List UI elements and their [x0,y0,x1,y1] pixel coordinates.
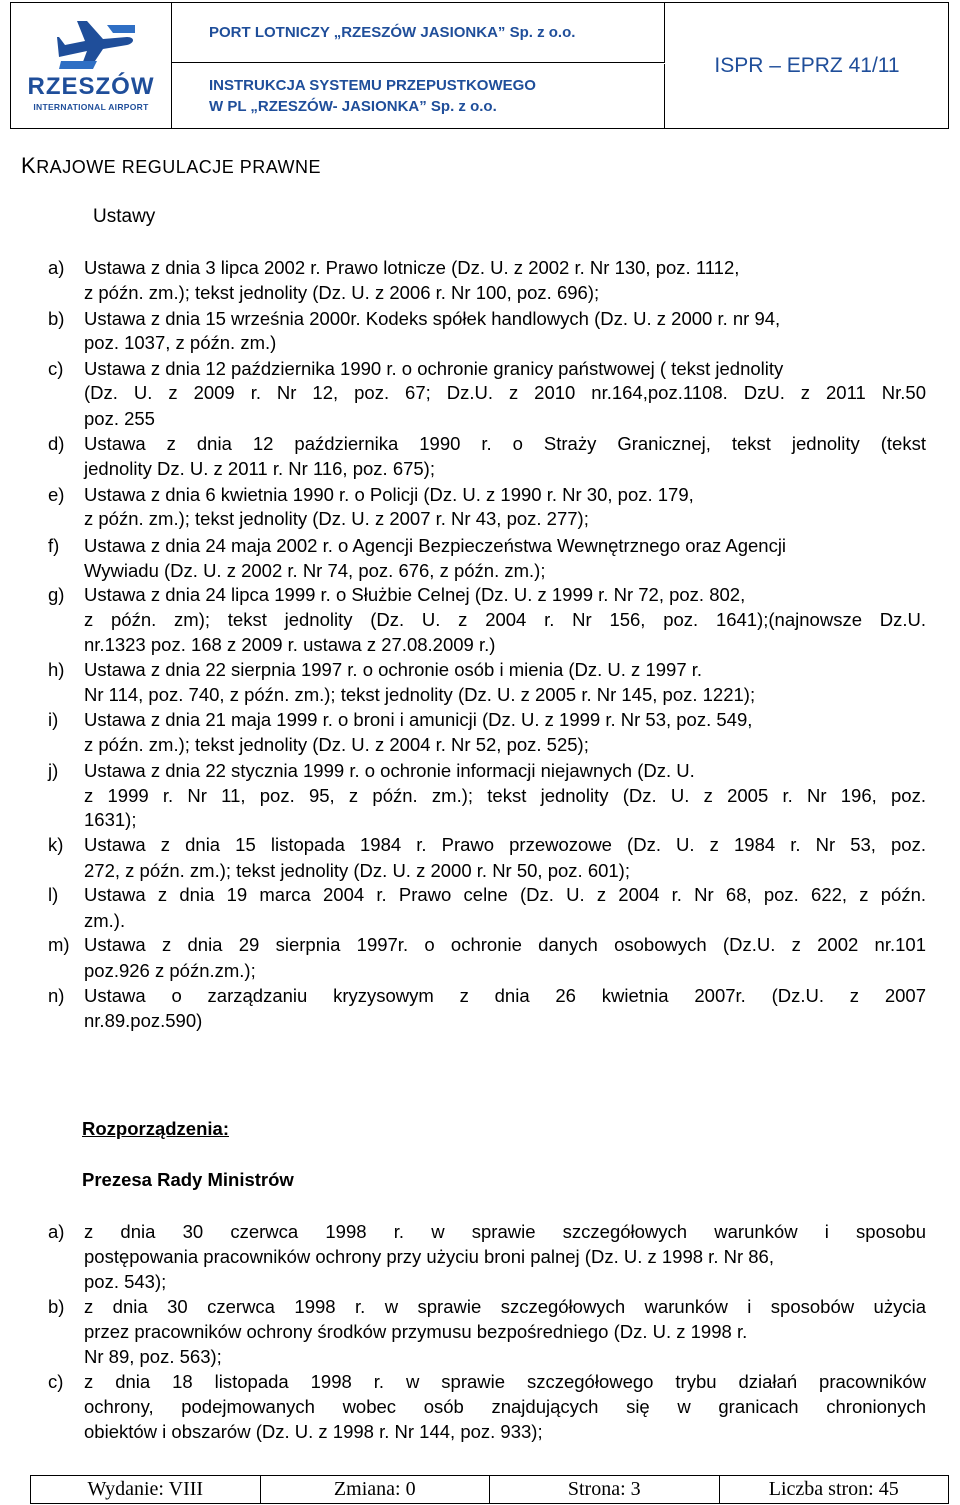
list-item-line: poz. 543); [84,1271,167,1292]
list-item-line: z dnia 18 listopada 1998 r. w sprawie szczegółowego trybu działań pracowników [84,1371,926,1392]
list-item-line: przez pracowników ochrony środków przymusu bezpośredniego (Dz. U. z 1998 r. [84,1321,748,1342]
list-item-line: ochrony, podejmowanych wobec osób znajdujących się w granicach chronionych [84,1396,926,1417]
list-marker: b) [48,308,65,329]
list-item-line: Nr 89, poz. 563); [84,1346,222,1367]
footer-page-count: Liczba stron: 45 [768,1478,899,1500]
list-item-line: nr.1323 poz. 168 z 2009 r. ustawa z 27.08.2009 r.) [84,634,496,655]
list-item-line: postępowania pracowników ochrony przy użyciu broni palnej (Dz. U. z 1998 r. Nr 86, [84,1246,774,1267]
list-item-line: Ustawa z dnia 22 sierpnia 1997 r. o ochronie osób i mienia (Dz. U. z 1997 r. [84,659,703,680]
logo-subtitle: INTERNATIONAL AIRPORT [33,102,149,112]
section-title [21,153,321,179]
list-item-line: Ustawa z dnia 15 września 2000r. Kodeks spółek handlowych (Dz. U. z 2000 r. nr 94, [84,308,781,329]
list-marker: a) [48,1221,65,1242]
list-item-line: z dnia 30 czerwca 1998 r. w sprawie szczegółowych warunków i sposobów użycia [84,1296,926,1317]
list-item-line: z dnia 30 czerwca 1998 r. w sprawie szczegółowych warunków i sposobu [84,1221,926,1242]
list-item-line: Wywiadu (Dz. U. z 2002 r. Nr 74, poz. 676, z późn. zm.); [84,560,546,581]
list-item-line: z późn. zm.); tekst jednolity (Dz. U. z 2004 r. Nr 52, poz. 525); [84,734,589,755]
list-item-line: z późn. zm.); tekst jednolity (Dz. U. z 2007 r. Nr 43, poz. 277); [84,508,589,529]
list-item-line: (Dz. U. z 2009 r. Nr 12, poz. 67; Dz.U. z 2010 nr.164,poz.1108. DzU. z 2011 Nr.50 [84,382,926,403]
list-item-line: Ustawa z dnia 24 lipca 1999 r. o Służbie Celnej (Dz. U. z 1999 r. Nr 72, poz. 802, [84,584,746,605]
list-item-line: Ustawa z dnia 12 października 1990 r. o Straży Granicznej, tekst jednolity (tekst [84,433,926,454]
list-item-line: Ustawa z dnia 3 lipca 2002 r. Prawo lotnicze (Dz. U. z 2002 r. Nr 130, poz. 1112, [84,257,740,278]
list-item-line: Ustawa z dnia 22 stycznia 1999 r. o ochronie informacji niejawnych (Dz. U. [84,760,695,781]
rozporzadzenia-heading: Rozporządzenia: [82,1118,229,1139]
list-item-line: Ustawa z dnia 6 kwietnia 1990 r. o Policji (Dz. U. z 1990 r. Nr 30, poz. 179, [84,484,694,505]
list-item-line: poz.926 z późn.zm.); [84,960,256,981]
section-title-rest: RAJOWE REGULACJE PRAWNE [36,157,322,177]
list-item-line: Ustawa z dnia 12 października 1990 r. o ochronie granicy państwowej ( tekst jednolity [84,358,784,379]
document-title-line1: INSTRUKCJA SYSTEMU PRZEPUSTKOWEGO [209,77,536,94]
footer-change: Zmiana: 0 [261,1476,491,1503]
list-marker: d) [48,433,65,454]
list-item-line: Ustawa z dnia 21 maja 1999 r. o broni i amunicji (Dz. U. z 1999 r. Nr 53, poz. 549, [84,709,753,730]
list-marker: e) [48,484,65,505]
list-marker: n) [48,985,65,1006]
list-item-line: z późn. zm.); tekst jednolity (Dz. U. z 2006 r. Nr 100, poz. 696); [84,282,600,303]
list-item-line: zm.). [84,910,126,931]
document-code: ISPR – EPRZ 41/11 [714,53,900,77]
list-item-line: poz. 1037, z późn. zm.) [84,332,277,353]
document-footer [30,1475,949,1504]
section-title-initial: K [21,153,37,178]
list-marker: b) [48,1296,65,1317]
list-marker: k) [48,834,64,855]
list-item-line: z 1999 r. Nr 11, poz. 95, z późn. zm.); tekst jednolity (Dz. U. z 2005 r. Nr 196, poz. [84,785,926,806]
list-marker: f) [48,535,60,556]
list-item-line: Ustawa z dnia 24 maja 2002 r. o Agencji Bezpieczeństwa Wewnętrznego oraz Agencji [84,535,787,556]
list-item-line: z późn. zm); tekst jednolity (Dz. U. z 2004 r. Nr 156, poz. 1641);(najnowsze Dz.U. [84,609,926,630]
list-item-line: 1631); [84,809,137,830]
list-item-line: Nr 114, poz. 740, z późn. zm.); tekst jednolity (Dz. U. z 2005 r. Nr 145, poz. 1221); [84,684,756,705]
list-marker: g) [48,584,65,605]
list-marker: i) [48,709,59,730]
plane-logo-icon [57,17,137,71]
list-item-line: Ustawa z dnia 15 listopada 1984 r. Prawo przewozowe (Dz. U. z 1984 r. Nr 53, poz. [84,834,926,855]
list-marker: l) [48,884,59,905]
list-item-line: nr.89.poz.590) [84,1010,203,1031]
list-item-line: Ustawa z dnia 29 sierpnia 1997r. o ochronie danych osobowych (Dz.U. z 2002 nr.101 [84,934,926,955]
subsection-ustawy: Ustawy [93,206,156,227]
document-title-line2: W PL „RZESZÓW- JASIONKA” Sp. z o.o. [209,98,497,115]
logo-wordmark: RZESZÓW [27,73,155,100]
document-title [171,64,665,128]
list-item-line: jednolity Dz. U. z 2011 r. Nr 116, poz. 675); [84,458,435,479]
list-marker: h) [48,659,65,680]
list-item-line: Ustawa z dnia 19 marca 2004 r. Prawo celne (Dz. U. z 2004 r. Nr 68, poz. 622, z późn. [84,884,926,905]
prezesa-subheading: Prezesa Rady Ministrów [82,1169,294,1190]
list-marker: c) [48,358,64,379]
list-marker: c) [48,1371,64,1392]
list-item-line: Ustawa o zarządzaniu kryzysowym z dnia 26 kwietnia 2007r. (Dz.U. z 2007 [84,985,926,1006]
list-marker: j) [48,760,59,781]
list-marker: m) [48,934,70,955]
list-item-line: obiektów i obszarów (Dz. U. z 1998 r. Nr 144, poz. 933); [84,1421,543,1442]
footer-page: Strona: 3 [490,1476,720,1503]
company-name: PORT LOTNICZY „RZESZÓW JASIONKA” Sp. z o.o. [171,3,665,63]
list-marker: a) [48,257,65,278]
list-item-line: 272, z późn. zm.); tekst jednolity (Dz. U. z 2000 r. Nr 50, poz. 601); [84,860,630,881]
document-header [10,2,949,129]
footer-edition: Wydanie: VIII [31,1476,261,1503]
list-item-line: poz. 255 [84,408,155,429]
airport-logo [11,3,172,128]
